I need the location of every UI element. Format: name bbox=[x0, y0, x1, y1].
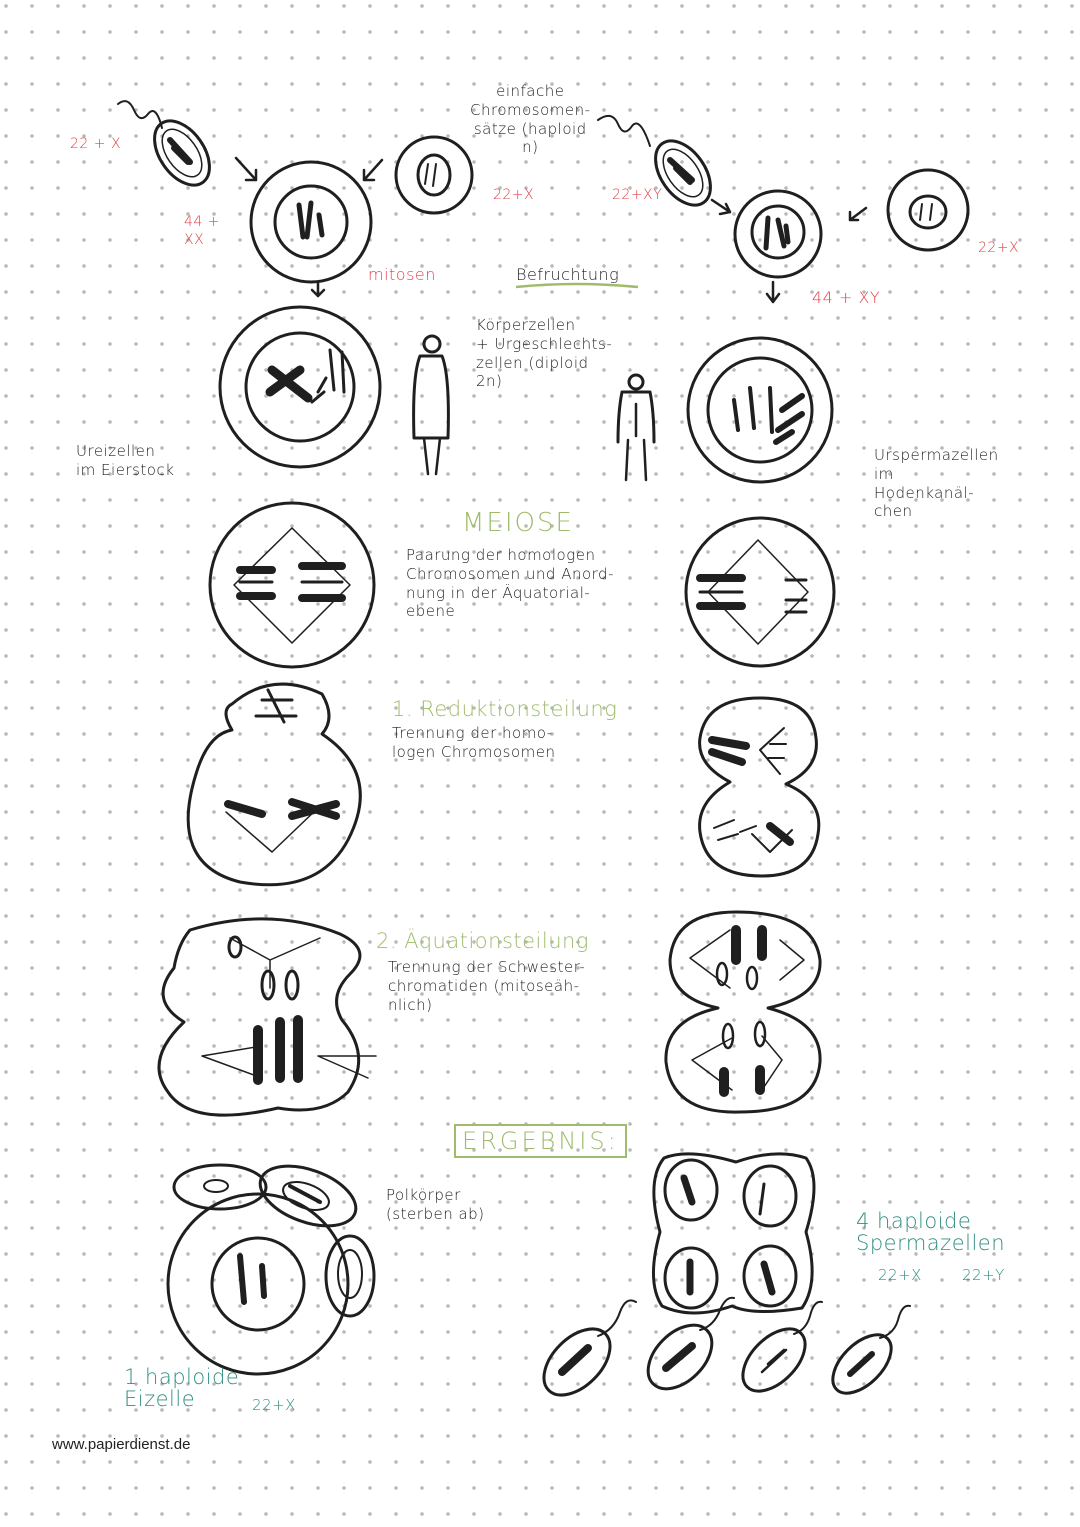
diploid-cell-left bbox=[220, 307, 380, 467]
label-befruchtung: Befruchtung bbox=[516, 265, 620, 284]
arrow-down-right-1 bbox=[767, 282, 779, 302]
heading-aequationsteilung: 2. Äquationsteilung bbox=[376, 929, 589, 953]
label-mid-red-2: 22+XY bbox=[612, 187, 663, 203]
man-silhouette bbox=[618, 375, 654, 480]
label-4-haploide-spermazellen: 4 haploide Spermazellen bbox=[856, 1209, 1006, 1256]
equation-division-left bbox=[159, 919, 376, 1115]
heading-meiose: MEIOSE bbox=[462, 508, 574, 538]
haploid-egg-cell bbox=[168, 1194, 348, 1374]
label-egg-right-chromosomes: 22+X bbox=[978, 240, 1020, 256]
diploid-cell-right bbox=[688, 338, 832, 482]
label-spermien-x: 22+X bbox=[878, 1266, 922, 1284]
text-meiose-description: Paarung der homologen Chromosomen und Anord- nung in der Äquatorial- ebene bbox=[406, 546, 614, 621]
label-haploid-sets: einfache Chromosomen- sätze (haploid n) bbox=[470, 82, 591, 157]
sperm-cell-bottom-1 bbox=[532, 1300, 636, 1407]
meiosis-pairing-right bbox=[686, 518, 834, 666]
label-sperm-left-chromosomes: 22 + X bbox=[70, 136, 122, 152]
arrow-egg-to-fusion-right bbox=[850, 208, 866, 220]
heading-reduktionsteilung: 1. Reduktionsteilung bbox=[392, 697, 618, 721]
label-1-haploide-eizelle: 1 haploide Eizelle bbox=[124, 1365, 240, 1412]
heading-ergebnis: ERGEBNIS: bbox=[454, 1124, 627, 1158]
polar-body-3 bbox=[326, 1236, 374, 1316]
label-urspermazellen: Urspermazellen im Hodenkanäl- chen bbox=[874, 446, 999, 521]
arrow-egg-to-fusion-left bbox=[364, 160, 382, 180]
label-mitosen: mitosen bbox=[368, 265, 436, 284]
label-fusion-left-chromosomes: 44 + XX bbox=[184, 214, 220, 248]
sperm-cell-bottom-3 bbox=[732, 1302, 822, 1403]
spermatid-group bbox=[653, 1154, 814, 1313]
reduction-division-right bbox=[700, 698, 819, 876]
oocyte-fusion-left bbox=[251, 162, 371, 282]
meiosis-pairing-left bbox=[210, 503, 374, 667]
label-fusion-right-chromosomes: 44 + XY bbox=[812, 288, 881, 307]
fusion-cell-right bbox=[735, 191, 821, 277]
footer-website: www.papierdienst.de bbox=[52, 1436, 191, 1453]
label-eizelle-formula: 22+X bbox=[252, 1396, 296, 1414]
arrow-down-left-1 bbox=[312, 282, 324, 296]
label-koerperzellen: Körperzellen + Urgeschlechts- zellen (diploid 2n) bbox=[476, 316, 613, 391]
woman-silhouette bbox=[414, 336, 449, 474]
egg-cell-left bbox=[396, 137, 472, 213]
sperm-cell-left-top bbox=[118, 101, 221, 195]
label-polkoerper: Polkörper (sterben ab) bbox=[386, 1186, 485, 1223]
label-ureizellen: Ureizellen im Eierstock bbox=[76, 442, 175, 479]
sperm-cell-bottom-4 bbox=[822, 1306, 910, 1404]
text-reduktion-description: Trennung der homo- logen Chromosomen bbox=[392, 724, 556, 761]
equation-division-right bbox=[666, 912, 820, 1112]
label-mid-red-1: 22+X bbox=[493, 187, 535, 203]
label-spermien-y: 22+Y bbox=[962, 1266, 1005, 1284]
text-aequation-description: Trennung der Schwester- chromatiden (mitoseäh- nlich) bbox=[388, 958, 586, 1014]
egg-cell-right bbox=[888, 170, 968, 250]
reduction-division-left bbox=[188, 684, 360, 885]
arrow-sperm-to-egg-left bbox=[236, 158, 256, 180]
arrow-sperm-to-fusion-right bbox=[712, 200, 730, 214]
